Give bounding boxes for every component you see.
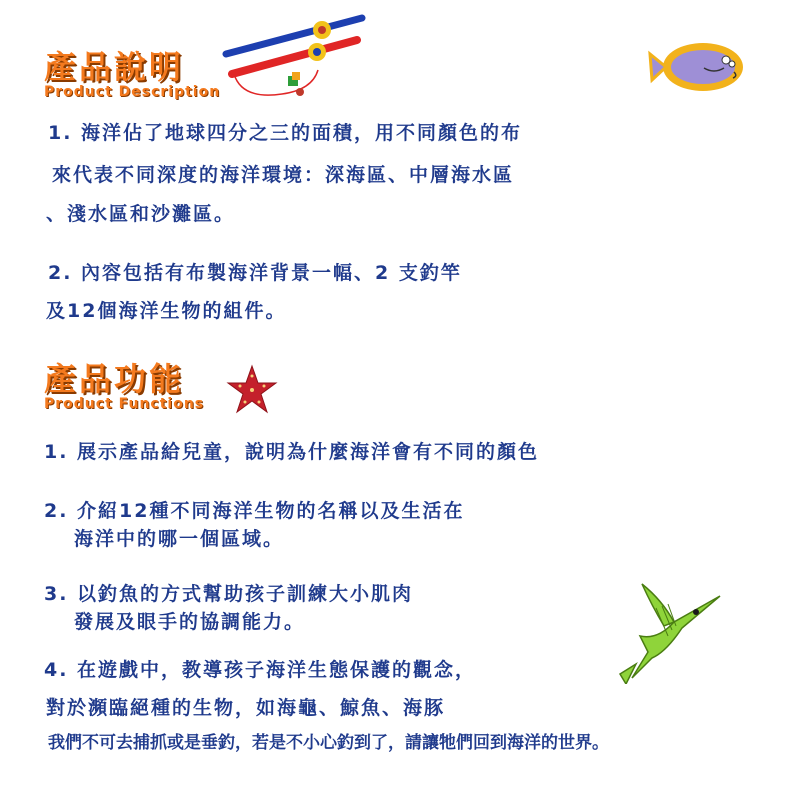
functions-line-5: 發展及眼手的協調能力。 — [74, 611, 306, 633]
functions-line-3: 海洋中的哪一個區域。 — [74, 528, 285, 550]
description-line-1: 1. 海洋佔了地球四分之三的面積，用不同顏色的布 — [48, 122, 523, 144]
functions-line-7: 對於瀕臨絕種的生物，如海龜、鯨魚、海豚 — [46, 697, 446, 719]
swordfish-icon — [612, 578, 732, 684]
functions-line-2: 2. 介紹12種不同海洋生物的名稱以及生活在 — [44, 500, 465, 522]
description-line-3: 、淺水區和沙灘區。 — [46, 203, 236, 225]
fishing-rods-icon — [222, 12, 372, 102]
functions-title-zh: 產品功能 — [44, 360, 185, 398]
flatfish-icon — [648, 34, 748, 100]
functions-heading — [44, 362, 204, 412]
functions-line-1: 1. 展示產品給兒童，說明為什麼海洋會有不同的顏色 — [44, 441, 540, 463]
starfish-icon — [226, 364, 278, 414]
description-title-zh: 產品說明 — [44, 48, 185, 86]
description-line-2: 來代表不同深度的海洋環境：深海區、中層海水區 — [52, 164, 515, 186]
functions-line-8: 我們不可去捕抓或是垂釣，若是不小心釣到了，請讓牠們回到海洋的世界。 — [48, 733, 609, 753]
functions-title-en: Product Functions — [44, 396, 205, 412]
description-line-5: 及12個海洋生物的組件。 — [46, 300, 287, 322]
functions-line-4: 3. 以釣魚的方式幫助孩子訓練大小肌肉 — [44, 583, 414, 605]
description-line-4: 2. 內容包括有布製海洋背景一幅、2 支釣竿 — [48, 262, 462, 284]
functions-line-6: 4. 在遊戲中，教導孩子海洋生態保護的觀念， — [44, 659, 477, 681]
description-heading — [44, 50, 220, 100]
description-title-en: Product Description — [44, 84, 221, 100]
